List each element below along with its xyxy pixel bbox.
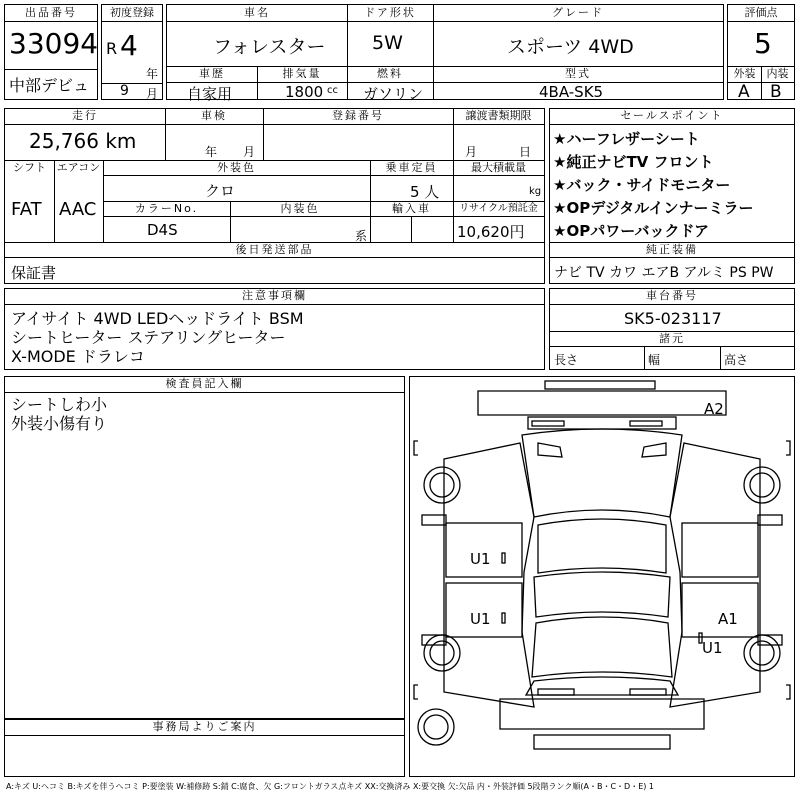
fuel-label: 燃料 <box>377 67 403 80</box>
model-label: 型式 <box>565 67 591 80</box>
caution-label: 注意事項欄 <box>242 289 307 302</box>
lot-number-label: 出品番号 <box>25 6 77 19</box>
lot-number: 33094 <box>9 27 99 60</box>
sales-points-box <box>549 108 795 284</box>
later-parts: 保証書 <box>11 264 57 282</box>
registration-year: 4 <box>120 29 138 62</box>
mileage: 25,766 km <box>29 129 137 153</box>
transfer-deadline-label: 譲渡書類期限 <box>465 109 532 122</box>
damage-mark-u1-left-rear-door: U1 <box>470 550 491 568</box>
legend-text: A:キズ U:ヘコミ B:キズを伴うヘコミ P:要塗装 W:補修跡 S:錆 C:腐食、欠 G:フロントガラス点キズ XX:交換済み X:要交換 欠:欠品 内・外装評価 5段階ランク順(A・B・C・D・E) 1 <box>6 782 655 791</box>
chassis-number: SK5-023117 <box>624 309 722 328</box>
aircon-label: エアコン <box>56 161 101 174</box>
lot-number-box <box>4 4 98 100</box>
chassis-number-label: 車台番号 <box>646 289 698 302</box>
registration-month: 9 <box>120 83 129 99</box>
damage-mark-u1-right-fender: U1 <box>702 639 723 657</box>
equipment: ナビ TV カワ エアB アルミ PS PW <box>554 265 774 281</box>
exterior-grade-label: 外装 <box>733 67 756 80</box>
sales-point-item: ★バック・サイドモニター <box>553 176 731 194</box>
max-load-label: 最大積載量 <box>471 161 526 174</box>
max-load-unit: kg <box>529 186 542 197</box>
recycle-label: リサイクル預託金 <box>459 203 538 214</box>
era: R <box>106 39 118 58</box>
inspector-note: シートしわ小 <box>11 395 108 414</box>
caution-line: X-MODE ドラレコ <box>11 347 145 366</box>
recycle-deposit: 10,620円 <box>457 223 525 241</box>
chassis-box <box>549 288 795 370</box>
sales-point-item: ★OPデジタルインナーミラー <box>553 199 754 217</box>
aircon: AAC <box>59 199 97 220</box>
score-box <box>727 4 795 100</box>
displacement: 1800 <box>285 83 324 101</box>
damage-diagram <box>409 376 795 777</box>
car-info-box <box>166 4 724 103</box>
caution-box <box>4 288 545 370</box>
month-unit: 月 <box>146 87 159 101</box>
car-outline <box>410 377 794 776</box>
width-label: 幅 <box>648 353 661 367</box>
car-name: フォレスター <box>213 36 326 58</box>
import-label: 輸入車 <box>392 202 431 215</box>
interior-grade: B <box>770 82 782 102</box>
inspector-box <box>4 376 405 719</box>
fuel: ガソリン <box>363 85 424 103</box>
sales-point-item: ★ハーフレザーシート <box>553 130 700 148</box>
grade: スポーツ 4WD <box>507 36 634 58</box>
door-type: 5W <box>372 32 403 54</box>
capacity-label: 乗車定員 <box>385 161 438 174</box>
interior-color-label: 内装色 <box>280 202 320 215</box>
exterior-color-label: 外装色 <box>217 161 256 174</box>
damage-mark-a1: A1 <box>718 610 738 628</box>
caution-line: アイサイト 4WD LEDヘッドライト BSM <box>11 309 304 328</box>
damage-mark-a2: A2 <box>704 400 724 418</box>
caution-line: シートヒーター ステアリングヒーター <box>11 328 286 347</box>
office-notice-label: 事務局よりご案内 <box>152 720 257 733</box>
color-number-label: カラーNo. <box>134 202 199 215</box>
exterior-color: クロ <box>205 182 236 200</box>
interior-color-unit: 系 <box>355 229 368 243</box>
registration-number-label: 登録番号 <box>332 109 384 122</box>
mileage-label: 走行 <box>72 109 98 122</box>
cc-unit: cc <box>327 85 338 96</box>
sales-point-item: ★OPパワーバックドア <box>553 222 709 240</box>
door-type-label: ドア形状 <box>364 6 416 19</box>
first-registration-box <box>101 4 163 100</box>
equipment-label: 純正装備 <box>646 243 698 256</box>
exterior-grade: A <box>738 82 750 102</box>
car-name-label: 車名 <box>244 6 270 19</box>
sales-point-item: ★純正ナビTV フロント <box>553 153 714 171</box>
transfer-month-unit: 月 <box>465 145 478 159</box>
inspection-label: 車検 <box>201 109 227 122</box>
details-box <box>4 108 545 284</box>
sales-points-label: セールスポイント <box>620 109 724 122</box>
damage-mark-u1-left-front-door: U1 <box>470 610 491 628</box>
inspection-month-unit: 月 <box>243 145 256 159</box>
length-label: 長さ <box>554 353 579 367</box>
interior-grade-label: 内装 <box>766 67 789 80</box>
score: 5 <box>754 27 772 60</box>
later-parts-label: 後日発送部品 <box>235 243 314 256</box>
displacement-label: 排気量 <box>282 67 322 80</box>
shift-label: シフト <box>13 161 46 174</box>
office-box <box>4 719 405 777</box>
color-number: D4S <box>147 221 178 239</box>
inspection-year-unit: 年 <box>205 145 218 159</box>
capacity: 5 人 <box>410 183 440 201</box>
history-label: 車歴 <box>199 67 225 80</box>
score-label: 評価点 <box>744 6 778 19</box>
first-registration-label: 初度登録 <box>110 6 154 19</box>
transfer-day-unit: 日 <box>519 145 532 159</box>
year-unit: 年 <box>146 67 159 81</box>
debut-label: 中部デビュ <box>9 76 90 95</box>
history: 自家用 <box>187 85 233 103</box>
model: 4BA-SK5 <box>539 83 604 101</box>
grade-label: グレード <box>552 6 604 19</box>
shift: FAT <box>11 199 42 220</box>
dimensions-label: 諸元 <box>659 332 685 345</box>
inspector-label: 検査員記入欄 <box>165 377 244 390</box>
height-label: 高さ <box>724 353 749 367</box>
inspector-note: 外装小傷有り <box>11 414 108 433</box>
